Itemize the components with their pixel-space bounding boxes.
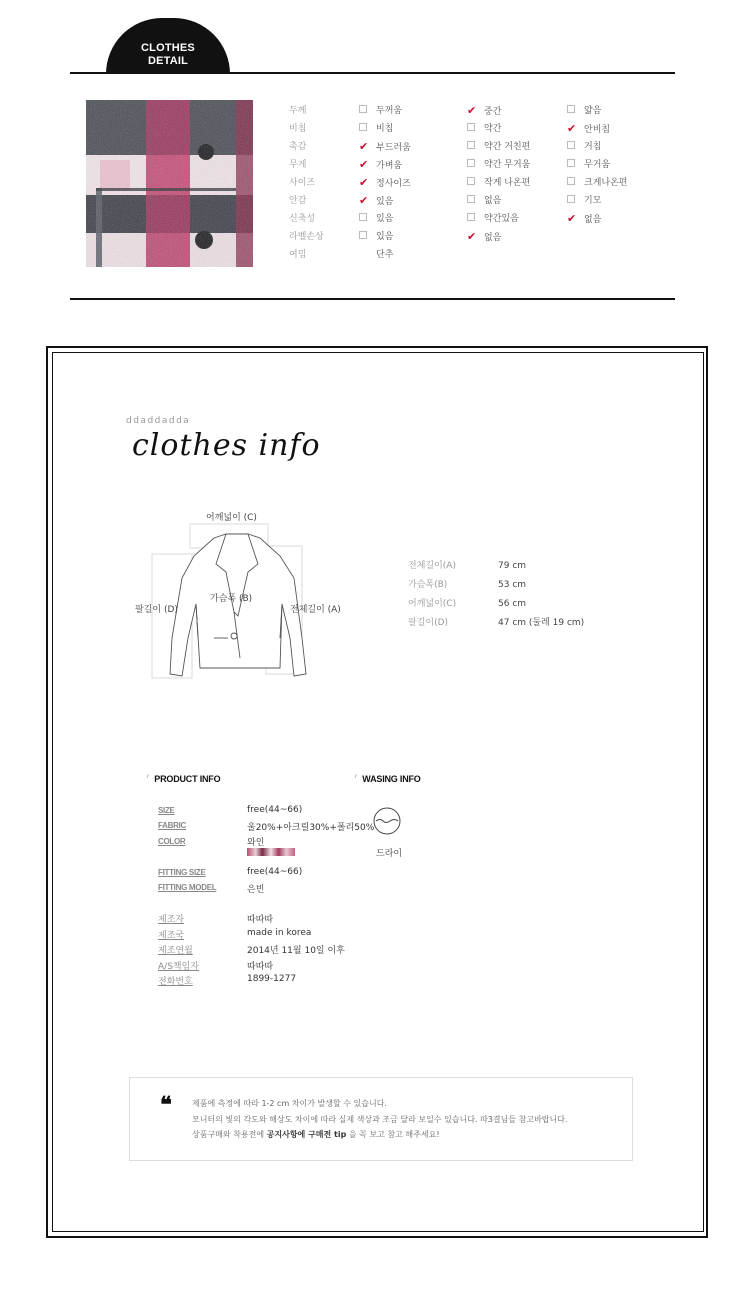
detail-option[interactable] [567,138,601,156]
detail-option[interactable] [467,102,501,121]
tab-title-line1: CLOTHES [141,42,195,54]
detail-option-label: 단추 [376,250,394,260]
detail-option-label: 기모 [584,196,602,206]
fitting-size-value: free(44~66) [247,867,303,877]
checkbox-icon [359,231,367,239]
checkbox-icon [467,123,475,131]
detail-row [289,210,689,228]
detail-option-label: 얇음 [584,106,602,116]
checkbox-icon [567,177,575,185]
checkbox-icon [567,159,575,167]
detail-option[interactable] [467,174,530,192]
detail-row-label: 여밈 [289,250,307,260]
diagram-label-sleeve: 팔길이 (D) [135,605,178,615]
fitting-model-value: 은빈 [247,885,265,895]
checkbox-icon [567,141,575,149]
detail-row-label: 무게 [289,160,307,170]
detail-option[interactable] [467,228,501,247]
country-value: made in korea [247,928,312,938]
fabric-swatch-image [86,100,253,267]
maker-label: 제조자 [158,915,185,925]
checkmark-icon: ✔ [467,230,477,243]
detail-option[interactable] [567,210,601,229]
checkmark-icon: ✔ [359,158,369,171]
diagram-label-chest: 가슴폭 (B) [210,594,253,604]
notice-line-2: 모니터의 빛의 각도와 해상도 차이에 따라 실제 색상과 조금 달라 보일수 있습니다. 따3결님들 참고바랍니다. [192,1115,568,1124]
measurement-label: 팔길이(D) [408,618,449,628]
measurement-value: 53 cm [498,580,527,590]
detail-option-label: 있음 [376,232,394,242]
detail-row-label: 신축성 [289,214,316,224]
detail-option-label: 없음 [584,215,602,225]
color-value: 와인 [247,838,265,848]
detail-option-label: 안비침 [584,125,611,135]
detail-option-label: 무거움 [584,160,611,170]
detail-option[interactable] [359,156,402,175]
checkbox-icon [467,141,475,149]
detail-row [289,102,689,120]
checkbox-icon [467,159,475,167]
dry-clean-icon [372,806,402,836]
checkbox-icon [467,213,475,221]
checkbox-icon [359,123,367,131]
detail-option[interactable] [359,192,393,211]
diagram-label-total: 전체길이 (A) [290,605,341,615]
detail-row-label: 라벨손상 [289,232,324,242]
detail-row-label: 안감 [289,196,307,206]
phone-value: 1899-1277 [247,974,297,984]
checkmark-icon: ✔ [359,176,369,189]
detail-row [289,120,689,138]
detail-option[interactable] [359,210,393,228]
washing-label: 드라이 [376,849,403,859]
measurement-label: 가슴폭(B) [408,580,448,590]
detail-option[interactable] [467,156,530,174]
fitting-model-label: FITTING MODEL [158,883,217,892]
detail-option-label: 가벼움 [376,161,403,171]
detail-option-label: 중간 [484,107,502,117]
fitting-size-label: FITTING SIZE [158,868,206,877]
detail-option-label: 약간있음 [484,214,519,224]
as-label: A/S책임자 [158,962,199,972]
detail-option[interactable] [467,192,501,210]
detail-option-label: 있음 [376,214,394,224]
detail-option[interactable] [359,138,411,157]
quote-mark-icon: ‘ [146,774,150,785]
detail-option-label: 비침 [376,124,394,134]
brand-small-title: ddaddadda [126,416,191,426]
maker-value: 따따따 [247,915,274,925]
checkbox-icon [467,177,475,185]
detail-option-label: 크게나온편 [584,178,628,188]
measurement-label: 전체길이(A) [408,561,456,571]
detail-option[interactable] [567,174,627,192]
detail-option-label: 약간 [484,124,502,134]
checkbox-icon [359,213,367,221]
size-value: free(44~66) [247,805,303,815]
detail-bottom-divider [70,298,675,300]
detail-row-label: 두께 [289,106,307,116]
date-label: 제조연월 [158,946,193,956]
detail-option[interactable] [467,120,501,138]
checkbox-icon [567,195,575,203]
tab-title-line2: DETAIL [147,55,189,67]
notice-box [129,1077,633,1161]
quote-mark-icon: ‘ [354,774,358,785]
measurement-label: 어깨넓이(C) [408,599,457,609]
detail-option[interactable] [359,228,393,246]
measurement-value: 47 cm (둘레 19 cm) [498,618,585,628]
detail-option[interactable] [467,138,530,156]
detail-row [289,228,689,246]
detail-row [289,156,689,174]
notice-line-3: 상품구매와 착용전에 공지사항에 구매전 tip 을 꼭 보고 참고 해주세요! [192,1130,440,1139]
color-label: COLOR [158,837,186,846]
checkbox-icon [567,105,575,113]
detail-option-label: 두꺼움 [376,106,403,116]
detail-option-label: 작게 나온편 [484,178,531,188]
checkmark-icon: ✔ [567,212,577,225]
date-value: 2014년 11월 10일 이후 [247,946,345,956]
detail-option-label: 약간 무거움 [484,160,531,170]
color-swatch-chip [247,848,295,856]
detail-option[interactable] [567,156,610,174]
size-label: SIZE [158,806,175,815]
detail-row [289,174,689,192]
country-label: 제조국 [158,931,185,941]
detail-row [289,138,689,156]
detail-option-label: 부드러움 [376,143,411,153]
detail-option-label: 있음 [376,197,394,207]
detail-option[interactable] [467,210,519,228]
detail-option[interactable] [567,192,601,210]
detail-option[interactable] [567,120,610,139]
product-info-title: ‘ PRODUCT INFO [146,774,221,785]
washing-info-title: ‘ WASING INFO [354,774,421,785]
detail-option-label: 약간 거친편 [484,142,531,152]
checkmark-icon: ✔ [359,194,369,207]
detail-option[interactable] [359,102,402,120]
detail-option[interactable] [359,120,393,138]
fabric-label: FABRIC [158,821,186,830]
checkmark-icon: ✔ [467,104,477,117]
as-value: 따따따 [247,962,274,972]
phone-label: 전화번호 [158,977,193,987]
detail-row-label: 사이즈 [289,178,316,188]
fabric-value: 울20%+아크릴30%+폴리50% [247,823,375,833]
detail-option[interactable] [359,246,393,264]
checkbox-icon [359,105,367,113]
detail-option-label: 없음 [484,196,502,206]
detail-option-label: 없음 [484,233,502,243]
top-divider [70,72,675,74]
checkbox-icon [467,195,475,203]
quote-icon: ❝ [160,1092,172,1118]
clothes-info-title: clothes info [132,428,321,463]
measurement-value: 79 cm [498,561,527,571]
detail-option[interactable] [359,174,411,193]
detail-row [289,192,689,210]
detail-row-label: 촉감 [289,142,307,152]
checkmark-icon: ✔ [567,122,577,135]
detail-option-label: 거침 [584,142,602,152]
clothes-detail-tab [106,18,230,74]
detail-option-label: 정사이즈 [376,179,411,189]
notice-bold-tip: 공지사항에 구매전 tip [266,1130,347,1139]
measurement-value: 56 cm [498,599,527,609]
detail-row-label: 비침 [289,124,307,134]
detail-option[interactable] [567,102,601,120]
diagram-label-shoulder: 어깨넓이 (C) [206,513,257,523]
checkmark-icon: ✔ [359,140,369,153]
detail-row [289,246,689,264]
notice-line-1: 제품에 측정에 따라 1-2 cm 차이가 발생할 수 있습니다. [192,1099,387,1108]
